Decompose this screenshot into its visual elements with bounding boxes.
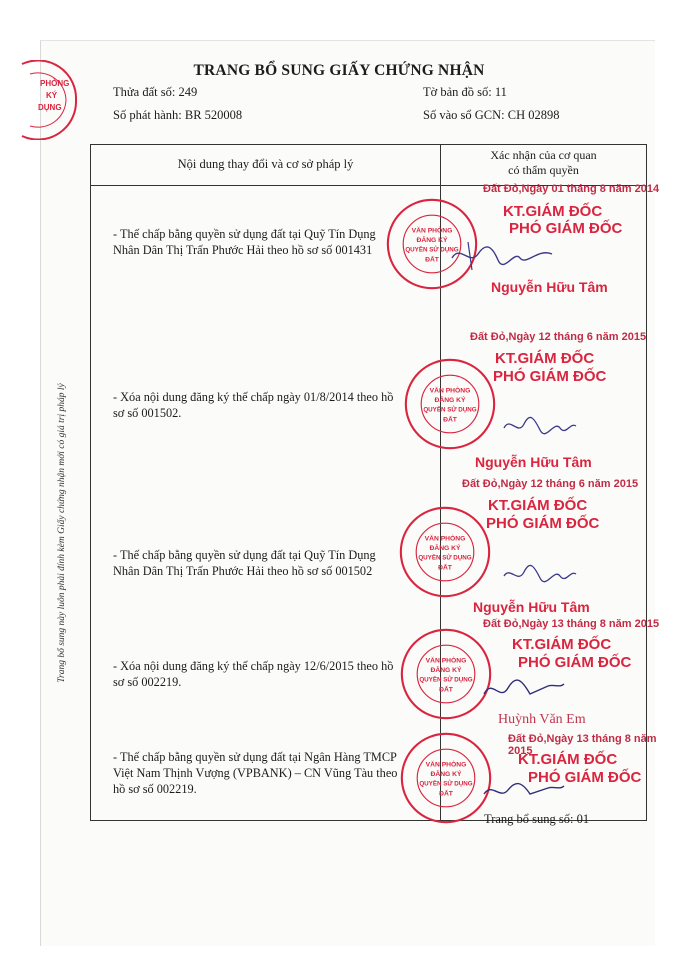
col-header-content: Nội dung thay đổi và cơ sở pháp lý xyxy=(177,157,354,171)
map-label: Tờ bản đồ số: xyxy=(423,85,492,99)
entry-3-title2: PHÓ GIÁM ĐỐC xyxy=(486,515,600,532)
entry-3-title1: KT.GIÁM ĐỐC xyxy=(488,497,588,514)
entry-line: - Xóa nội dung đăng ký thế chấp ngày 12/6/2015 theo hồ xyxy=(113,659,394,673)
seal-line1: VĂN PHÒNG xyxy=(424,535,466,543)
signature-3 xyxy=(500,560,580,588)
svg-text:DỤNG: DỤNG xyxy=(38,103,62,112)
entry-5-title1: KT.GIÁM ĐỐC xyxy=(518,751,618,768)
seal-line2: ĐĂNG KÝ xyxy=(430,771,462,779)
entry-2-title1: KT.GIÁM ĐỐC xyxy=(495,350,595,367)
plot-value: 249 xyxy=(178,85,198,99)
seal-line3: QUYỀN SỬ DỤNG xyxy=(423,406,477,414)
entry-5-title2: PHÓ GIÁM ĐỐC xyxy=(528,769,642,786)
entry-line: hồ sơ số 002219. xyxy=(113,782,197,796)
col-header-line2: có thẩm quyền xyxy=(508,163,579,177)
svg-text:PHÒNG: PHÒNG xyxy=(40,79,70,88)
seal-line2: ĐĂNG KÝ xyxy=(416,237,448,245)
svg-text:KÝ: KÝ xyxy=(46,91,58,100)
col-header-confirmation xyxy=(440,148,647,178)
signature-4 xyxy=(478,674,568,704)
map-number xyxy=(423,85,507,100)
seal-line2: ĐĂNG KÝ xyxy=(430,667,462,675)
entry-1-title1: KT.GIÁM ĐỐC xyxy=(503,203,603,220)
entry-2-title2: PHÓ GIÁM ĐỐC xyxy=(493,368,607,385)
entry-line: - Thế chấp bằng quyền sử dụng đất tại Quỹ Tín Dụng xyxy=(113,548,376,562)
entry-2-date: Đất Đỏ,Ngày 12 tháng 6 năm 2015 xyxy=(470,331,647,343)
seal-line4: ĐẤT xyxy=(439,686,453,694)
official-seal-2 xyxy=(402,356,498,452)
entry-4-signer xyxy=(498,712,586,728)
entry-line: sơ số 002219. xyxy=(113,675,182,689)
entry-3-signer: Nguyễn Hữu Tâm xyxy=(473,599,590,615)
official-seal-3 xyxy=(397,504,493,600)
entry-3-content xyxy=(113,547,438,579)
entry-3-date: Đất Đỏ,Ngày 12 tháng 6 năm 2015 xyxy=(462,478,639,490)
issue-value: BR 520008 xyxy=(184,108,243,122)
gcn-label: Số vào sổ GCN: xyxy=(423,108,505,122)
side-note: Trang bổ sung này luôn phải đính kèm Giấy chứng nhận mới có giá trị pháp lý xyxy=(57,383,67,683)
entry-line: sơ số 001502. xyxy=(113,406,182,420)
plot-label: Thửa đất số: xyxy=(113,85,176,99)
seal-line4: ĐẤT xyxy=(425,256,439,264)
entry-line: - Xóa nội dung đăng ký thế chấp ngày 01/8/2014 theo hồ xyxy=(113,390,394,404)
entry-line: Nhân Dân Thị Trấn Phước Hải theo hồ sơ số 001502 xyxy=(113,564,373,578)
entry-1-signer: Nguyễn Hữu Tâm xyxy=(491,279,608,295)
entry-line: - Thế chấp bằng quyền sử dụng đất tại Quỹ Tín Dụng xyxy=(113,227,376,241)
seal-line4: ĐẤT xyxy=(443,416,457,424)
seal-line2: ĐĂNG KÝ xyxy=(429,545,461,553)
seal-line3: QUYỀN SỬ DỤNG xyxy=(418,554,472,562)
seal-line4: ĐẤT xyxy=(439,790,453,798)
gcn-number xyxy=(423,108,559,123)
entry-2-signer: Nguyễn Hữu Tâm xyxy=(475,454,592,470)
map-value: 11 xyxy=(494,85,507,99)
entry-4-content xyxy=(113,658,438,690)
entry-4-title2: PHÓ GIÁM ĐỐC xyxy=(518,654,632,671)
issue-label: Số phát hành: xyxy=(113,108,182,122)
footer-label: Trang bổ sung số: xyxy=(484,812,574,826)
seal-line1: VĂN PHÒNG xyxy=(425,761,467,769)
seal-line3: QUYỀN SỬ DỤNG xyxy=(419,780,473,788)
gcn-value: CH 02898 xyxy=(507,108,560,122)
signature-1 xyxy=(448,236,558,276)
footer-value: 01 xyxy=(576,812,590,826)
seal-line1: VĂN PHÒNG xyxy=(425,657,467,665)
entry-line: Việt Nam Thịnh Vượng (VPBANK) – CN Vũng Tàu theo xyxy=(113,766,398,780)
plot-number xyxy=(113,85,197,100)
seal-line4: ĐẤT xyxy=(438,564,452,572)
issue-number xyxy=(113,108,242,123)
entry-5-content xyxy=(113,749,438,797)
entry-1-title2: PHÓ GIÁM ĐỐC xyxy=(509,220,623,237)
seal-line1: VĂN PHÒNG xyxy=(429,387,471,395)
signature-5 xyxy=(478,778,568,802)
entry-4-date: Đất Đỏ,Ngày 13 tháng 8 năm 2015 xyxy=(483,618,660,630)
entry-line: Nhân Dân Thị Trấn Phước Hải theo hồ sơ số 001431 xyxy=(113,243,373,257)
entry-4-signer-text: Huỳnh Văn Em xyxy=(498,712,586,727)
entry-2-content xyxy=(113,389,438,421)
col-header-line1: Xác nhận của cơ quan xyxy=(490,148,597,162)
seal-line1: VĂN PHÒNG xyxy=(411,227,453,235)
entry-1-date: Đất Đỏ,Ngày 01 tháng 8 năm 2014 xyxy=(483,183,660,195)
supplement-page-number xyxy=(484,812,589,827)
entry-5-date: Đất Đỏ,Ngày 13 tháng 8 năm 2015 xyxy=(508,733,657,757)
entry-4-title1: KT.GIÁM ĐỐC xyxy=(512,636,612,653)
entry-line: - Thế chấp bằng quyền sử dụng đất tại Ngân Hàng TMCP xyxy=(113,750,397,764)
seal-line2: ĐĂNG KÝ xyxy=(434,397,466,405)
signature-2 xyxy=(500,410,580,440)
page-title: TRANG BỔ SUNG GIẤY CHỨNG NHẬN xyxy=(193,62,485,79)
seal-line3: QUYỀN SỬ DỤNG xyxy=(419,676,473,684)
seal-line3: QUYỀN SỬ DỤNG xyxy=(405,246,459,254)
